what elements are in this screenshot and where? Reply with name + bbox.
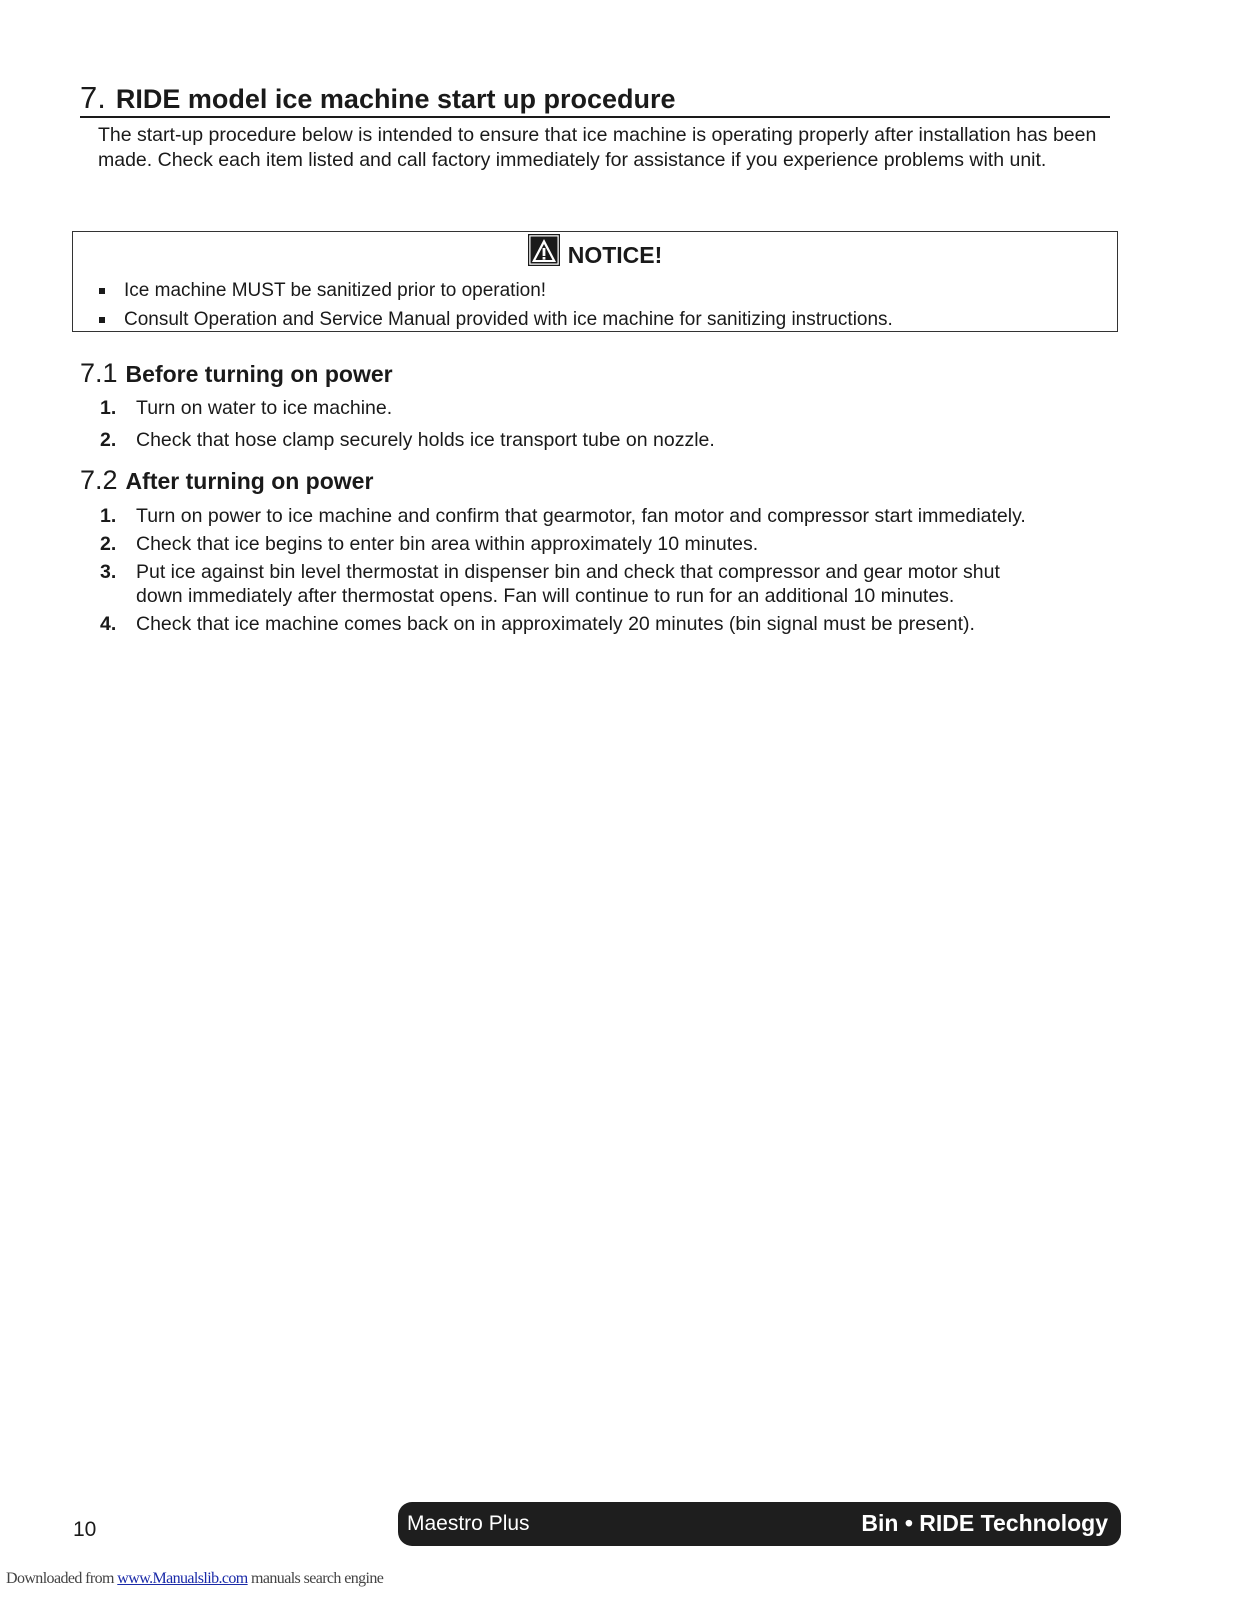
subsection-title-7-2: [80, 465, 373, 496]
section-heading: RIDE model ice machine start up procedure: [115, 84, 676, 114]
step-item: 2. Check that ice begins to enter bin area within approximately 10 minutes.: [100, 533, 759, 555]
notice-header: [73, 238, 1117, 272]
bullet-square-icon: [99, 288, 105, 294]
footer-tagline: Bin • RIDE Technology: [861, 1510, 1108, 1536]
bullet-square-icon: [99, 317, 105, 323]
step-item: 2. Check that hose clamp securely holds ice transport tube on nozzle.: [100, 429, 715, 451]
notice-box: [72, 231, 1118, 332]
before-power-steps: [100, 396, 1100, 452]
page-number: 10: [73, 1518, 97, 1541]
subsection-number: 7.2: [80, 465, 118, 495]
subsection-title-7-1: [80, 358, 393, 389]
section-number: 7.: [80, 80, 106, 115]
step-item: 4. Check that ice machine comes back on in approximately 20 minutes (bin signal must be present).: [100, 613, 975, 635]
step-item: 1. Turn on water to ice machine.: [100, 397, 393, 419]
manualslib-link[interactable]: www.Manualslib.com: [117, 1570, 248, 1587]
subsection-number: 7.1: [80, 358, 118, 388]
footer-bar: [398, 1502, 1121, 1546]
section-title: [80, 80, 1110, 118]
notice-heading: NOTICE!: [567, 242, 663, 268]
notice-item: Ice machine MUST be sanitized prior to operation!: [97, 276, 893, 305]
notice-list: [97, 276, 893, 334]
step-item: 1. Turn on power to ice machine and confirm that gearmotor, fan motor and compressor start immediately.: [100, 505, 1026, 527]
subsection-heading: After turning on power: [125, 468, 374, 494]
notice-item: Consult Operation and Service Manual provided with ice machine for sanitizing instructions.: [97, 305, 893, 334]
after-power-steps: [100, 504, 1100, 636]
footer-product: Maestro Plus: [407, 1512, 530, 1535]
step-item: 3. Put ice against bin level thermostat in dispenser bin and check that compressor and gear motor shut down immediately after thermostat opens. Fan will continue to run for an additional 10 minutes.: [100, 561, 1000, 607]
intro-paragraph: The start-up procedure below is intended to ensure that ice machine is operating properly after installation has been made. Check each item listed and call factory immediately for assistance if you experience problems with unit.: [98, 124, 1097, 171]
download-notice: Downloaded from www.Manualslib.com manuals search engine: [6, 1570, 384, 1587]
warning-icon: [528, 234, 560, 275]
subsection-heading: Before turning on power: [125, 361, 393, 387]
